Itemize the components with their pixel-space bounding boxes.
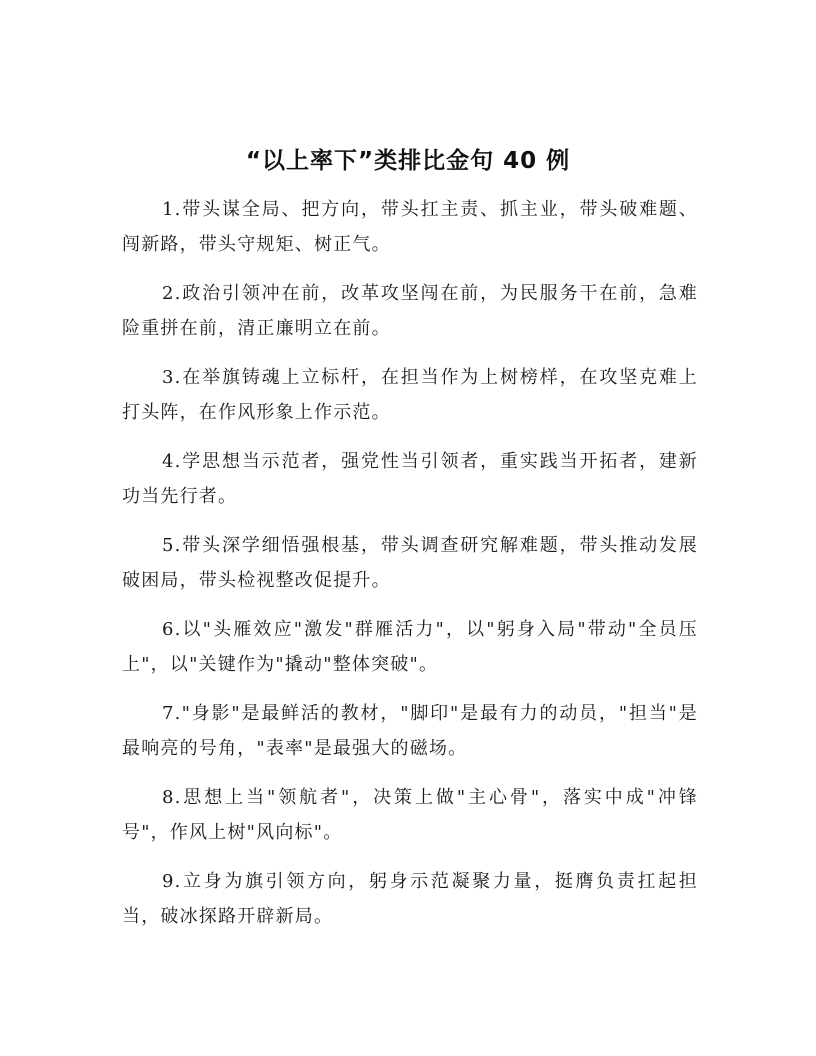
document-title: “以上率下”类排比金句 40 例 xyxy=(245,148,571,174)
paragraph-1: 1.带头谋全局、把方向，带头扛主责、抓主业，带头破难题、闯新路，带头守规矩、树正气。 xyxy=(122,199,698,255)
paragraph-6: 6.以"头雁效应"激发"群雁活力"，以"躬身入局"带动"全员压上"，以"关键作为"撬动"整体突破"。 xyxy=(122,619,698,675)
paragraph-9: 9.立身为旗引领方向，躬身示范凝聚力量，挺膺负责扛起担当，破冰探路开辟新局。 xyxy=(122,871,698,927)
paragraph-4: 4.学思想当示范者，强党性当引领者，重实践当开拓者，建新功当先行者。 xyxy=(122,451,698,507)
paragraph-2: 2.政治引领冲在前，改革攻坚闯在前，为民服务干在前，急难险重拼在前，清正廉明立在前。 xyxy=(122,283,698,339)
document-body xyxy=(122,192,698,948)
paragraph-8: 8.思想上当"领航者"，决策上做"主心骨"，落实中成"冲锋号"，作风上树"风向标"。 xyxy=(122,787,698,843)
paragraph-5: 5.带头深学细悟强根基，带头调查研究解难题，带头推动发展破困局，带头检视整改促提升。 xyxy=(122,535,698,591)
paragraph-3: 3.在举旗铸魂上立标杆，在担当作为上树榜样，在攻坚克难上打头阵，在作风形象上作示范。 xyxy=(122,367,698,423)
paragraph-7: 7."身影"是最鲜活的教材，"脚印"是最有力的动员，"担当"是最响亮的号角，"表率"是最强大的磁场。 xyxy=(122,703,698,759)
